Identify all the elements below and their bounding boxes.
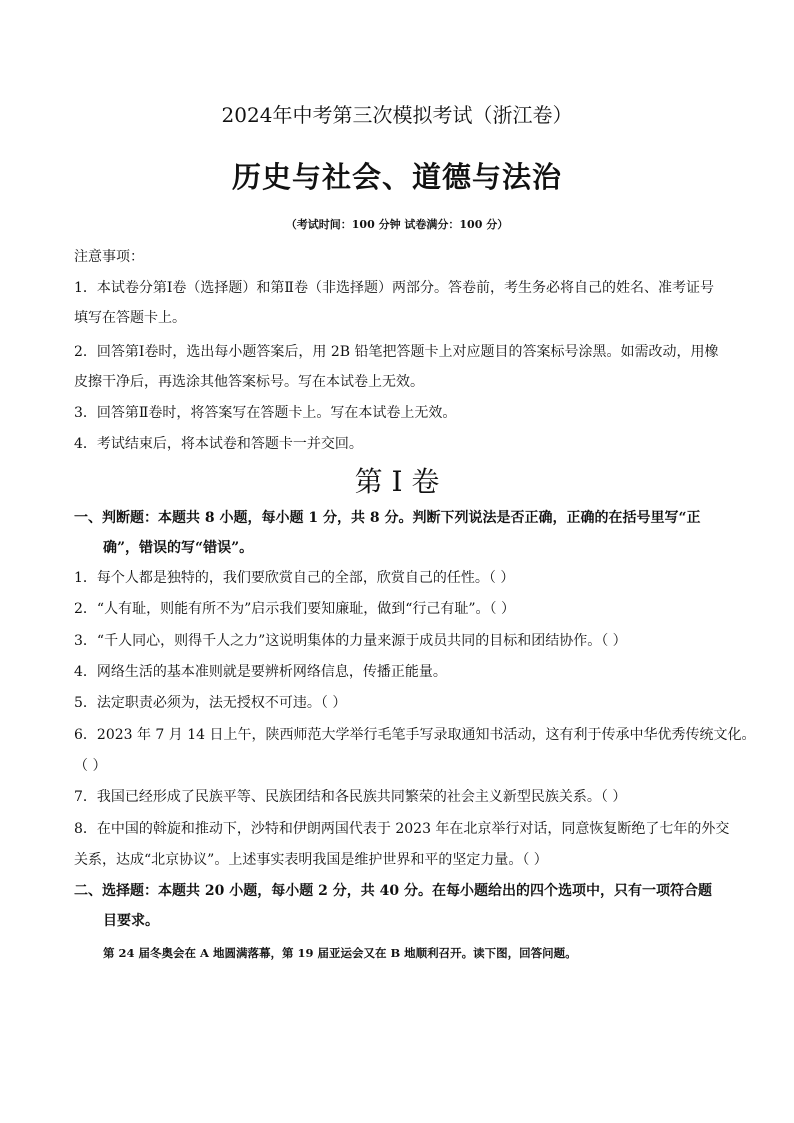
question-6-line-1: 6．2023 年 7 月 14 日上午，陕西师范大学举行毛笔手写录取通知书活动，这有利于传承中华优秀传统文化。 [74, 727, 756, 743]
exam-info: （考试时间：100 分钟 试卷满分：100 分） [285, 218, 509, 231]
question-4: 4．网络生活的基本准则就是要辨析网络信息，传播正能量。 [74, 664, 447, 680]
section-heading: 第 I 卷 [354, 465, 440, 498]
note-item-1-line-2: 填写在答题卡上。 [74, 310, 186, 326]
note-item-2-line-1: 2．回答第Ⅰ卷时，选出每小题答案后，用 2B 铅笔把答题卡上对应题目的答案标号涂黑。如需改动，用橡 [74, 344, 719, 360]
question-intro: 第 24 届冬奥会在 A 地圆满落幕，第 19 届亚运会又在 B 地顺利召开。读下图，回答问题。 [103, 946, 577, 960]
part-1-instructions-line-1: 一、判断题：本题共 8 小题，每小题 1 分，共 8 分。判断下列说法是否正确，正确的在括号里写“正 [74, 510, 701, 526]
part-1-instructions-line-2: 确”，错误的写“错误”。 [103, 540, 254, 556]
notes-heading: 注意事项： [74, 249, 144, 265]
question-8-line-2: 关系，达成“北京协议”。上述事实表明我国是维护世界和平的坚定力量。（ ） [74, 852, 548, 868]
question-7: 7．我国已经形成了民族平等、民族团结和各民族共同繁荣的社会主义新型民族关系。（ ） [74, 789, 627, 805]
note-item-3: 3．回答第Ⅱ卷时，将答案写在答题卡上。写在本试卷上无效。 [74, 405, 457, 421]
question-1: 1．每个人都是独特的，我们要欣赏自己的全部，欣赏自己的任性。（ ） [74, 570, 515, 586]
exam-title: 2024年中考第三次模拟考试（浙江卷） [221, 103, 573, 127]
question-3: 3．“千人同心，则得千人之力”这说明集体的力量来源于成员共同的目标和团结协作。（ ） [74, 633, 627, 649]
note-item-1-line-1: 1．本试卷分第Ⅰ卷（选择题）和第Ⅱ卷（非选择题）两部分。答卷前，考生务必将自己的姓名、准考证号 [74, 280, 714, 296]
part-2-instructions-line-1: 二、选择题：本题共 20 小题，每小题 2 分，共 40 分。在每小题给出的四个选项中，只有一项符合题 [74, 883, 712, 899]
question-5: 5．法定职责必须为，法无授权不可违。（ ） [74, 695, 347, 711]
part-2-instructions-line-2: 目要求。 [103, 913, 159, 929]
note-item-4: 4．考试结束后，将本试卷和答题卡一并交回。 [74, 436, 363, 452]
question-2: 2．“人有耻，则能有所不为”启示我们要知廉耻，做到“行己有耻”。（ ） [74, 601, 515, 617]
note-item-2-line-2: 皮擦干净后，再选涂其他答案标号。写在本试卷上无效。 [74, 374, 424, 390]
exam-subject: 历史与社会、道德与法治 [231, 160, 562, 194]
question-6-line-2: （ ） [74, 758, 107, 774]
question-8-line-1: 8．在中国的斡旋和推动下，沙特和伊朗两国代表于 2023 年在北京举行对话，同意恢复断绝了七年的外交 [74, 821, 730, 837]
